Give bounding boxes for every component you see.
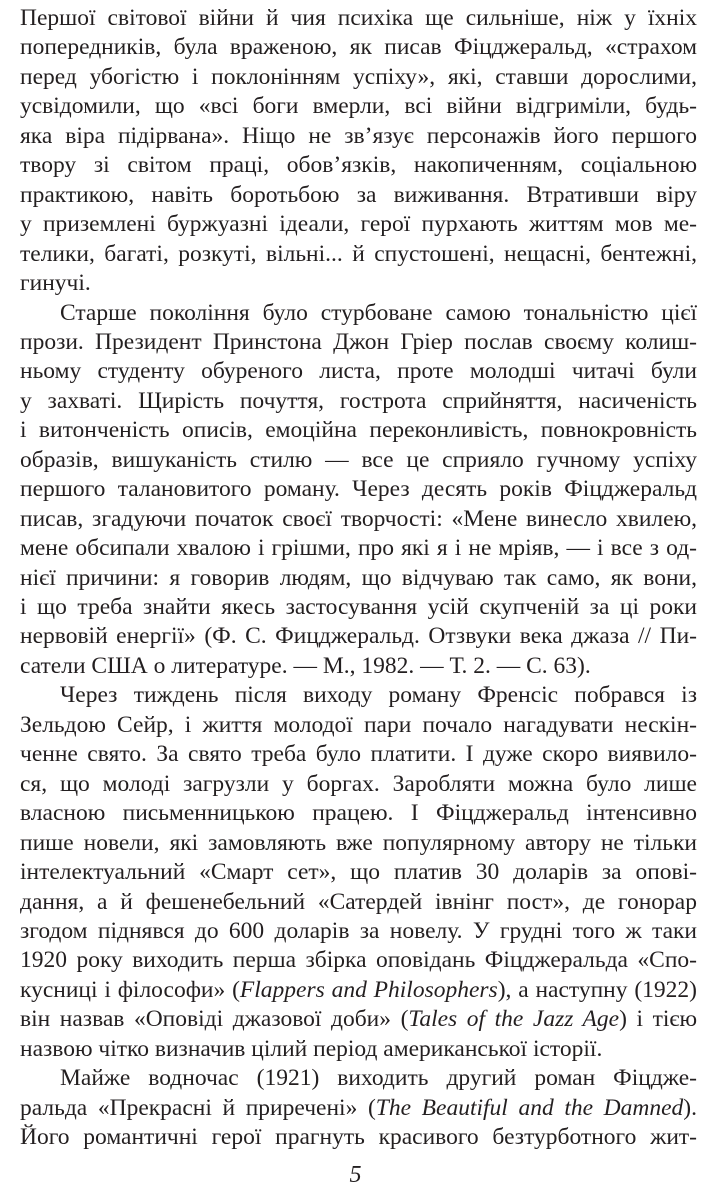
text-line	[20, 622, 697, 651]
text-line	[60, 1064, 697, 1093]
text-line	[20, 181, 697, 210]
text-line	[20, 829, 697, 858]
text-line	[20, 917, 697, 946]
text-segment: телики, багаті, розкуті, вільні... й спустошені, нещасні, бентежні,	[20, 240, 697, 267]
italic-title: The Beautiful and the Damned	[375, 1094, 684, 1121]
text-segment: нієї причини: я говорив людям, що відчуваю так само, як вони,	[20, 564, 697, 591]
text-line	[20, 475, 697, 504]
text-segment: сатели США о литературе. — М., 1982. — Т. 2. — С. 63).	[20, 652, 591, 679]
text-segment: згодом піднявся до 600 доларів за новелу. У грудні того ж таки	[20, 917, 697, 944]
text-segment: Старше покоління було стурбоване самою тональністю цієї	[60, 299, 697, 326]
text-segment: практикою, навіть боротьбою за виживання. Втративши віру	[20, 181, 697, 208]
text-line	[20, 593, 697, 622]
text-line	[20, 1005, 697, 1034]
text-line	[20, 740, 697, 769]
text-line	[20, 33, 697, 62]
text-segment: образів, вишуканість стилю — все це сприяло гучному успіху	[20, 446, 697, 473]
text-segment: мене обсипали хвалою і грішми, про які я і не мріяв, — і все з од-	[20, 535, 697, 562]
text-line	[20, 799, 697, 828]
text-segment: першого талановитого роману. Через десять років Фіцджеральд	[20, 476, 697, 503]
text-segment: і витонченість описів, емоційна переконливість, повнокровність	[20, 417, 697, 444]
text-segment: інтелектуальний «Смарт сет», що платив 30 доларів за опові-	[20, 859, 697, 886]
italic-title: Tales of the Jazz Age	[408, 1006, 620, 1033]
text-line	[60, 299, 697, 328]
text-segment: Його романтичні герої прагнуть красивого безтурботного жит-	[20, 1124, 697, 1151]
text-segment: Майже водночас (1921) виходить другий роман Фіцдже-	[60, 1065, 697, 1092]
text-segment: кусниці і філософи» (	[20, 976, 240, 1003]
text-segment: ся, що молоді загрузли у боргах. Заробляти можна було лише	[20, 770, 697, 797]
text-segment: ).	[683, 1094, 697, 1121]
text-line	[20, 858, 697, 887]
italic-title: Flappers and Philosophers	[239, 976, 498, 1003]
text-segment: твору зі світом праці, обов’язків, накопиченням, соціальною	[20, 152, 697, 179]
text-segment: гинучі.	[20, 270, 91, 297]
text-line	[20, 63, 697, 92]
text-line	[20, 269, 697, 298]
text-segment: у приземлені буржуазні ідеали, герої пурхають життям мов ме-	[20, 211, 697, 238]
text-line	[20, 652, 697, 681]
text-line	[20, 210, 697, 239]
text-segment: ньому студенту обуреного листа, проте молодші читачі були	[20, 358, 697, 385]
text-line	[20, 92, 697, 121]
text-segment: ченне свято. За свято треба було платити. І дуже скоро виявило-	[20, 741, 697, 768]
text-line	[20, 416, 697, 445]
text-line	[20, 1123, 697, 1152]
text-segment: усвідомили, що «всі боги вмерли, всі війни відгриміли, будь-	[20, 93, 697, 120]
text-segment: пише новели, які замовляють вже популярному автору не тільки	[20, 829, 697, 856]
text-line	[20, 122, 697, 151]
text-line	[20, 946, 697, 975]
text-segment: писав, згадуючи початок своєї творчості: «Мене винесло хвилею,	[20, 505, 697, 532]
text-segment: яка віра підірвана». Ніщо не зв’язує персонажів його першого	[20, 122, 697, 149]
text-line	[20, 1035, 697, 1064]
text-segment: назвою чітко визначив цілий період американської історії.	[20, 1035, 603, 1062]
page-number: 5	[349, 1162, 362, 1188]
text-segment: нервовій енергії» (Ф. С. Фицджеральд. Отзвуки века джаза // Пи-	[20, 623, 697, 650]
text-segment: у захваті. Щирість почуття, гострота сприйняття, насиченість	[20, 387, 697, 414]
text-line	[20, 534, 697, 563]
text-line	[20, 4, 697, 33]
text-line	[20, 888, 697, 917]
text-line	[20, 446, 697, 475]
text-line	[20, 357, 697, 386]
text-line	[20, 564, 697, 593]
text-segment: і що треба знайти якесь застосування усій скупченій за ці роки	[20, 594, 697, 620]
text-segment: Зельдою Сейр, і життя молодої пари почало нагадувати нескін-	[20, 711, 697, 738]
text-segment: перед убогістю і поклонінням успіху», які, ставши дорослими,	[20, 63, 697, 90]
text-line	[20, 328, 697, 357]
text-segment: ), а наступну (1922)	[497, 976, 697, 1003]
text-segment: попередників, була враженою, як писав Фіцджеральд, «страхом	[20, 34, 697, 61]
text-segment: ральда «Прекрасні й приречені» (	[20, 1094, 376, 1121]
text-segment: прози. Президент Принстона Джон Гріер послав своєму колиш-	[20, 328, 697, 355]
text-line	[20, 387, 697, 416]
text-line	[60, 681, 697, 710]
text-line	[20, 151, 697, 180]
text-line	[20, 505, 697, 534]
text-line	[20, 711, 697, 740]
text-segment: ) і тією	[619, 1006, 697, 1033]
text-segment: 1920 року виходить перша збірка оповідань Фіцджеральда «Спо-	[20, 947, 697, 974]
text-segment: власною письменницькою працею. І Фіцджеральд інтенсивно	[20, 800, 697, 827]
text-line	[20, 1094, 697, 1123]
text-segment: він назвав «Оповіді джазової доби» (	[20, 1006, 409, 1033]
text-line	[20, 770, 697, 799]
text-segment: Через тиждень після виходу роману Френсіс побрався із	[60, 682, 697, 709]
text-line	[20, 240, 697, 269]
text-segment: Першої світової війни й чия психіка ще сильніше, ніж у їхніх	[20, 5, 697, 31]
text-line	[20, 976, 697, 1005]
text-segment: дання, а й фешенебельний «Сатердей івнінг пост», де гонорар	[20, 888, 697, 915]
